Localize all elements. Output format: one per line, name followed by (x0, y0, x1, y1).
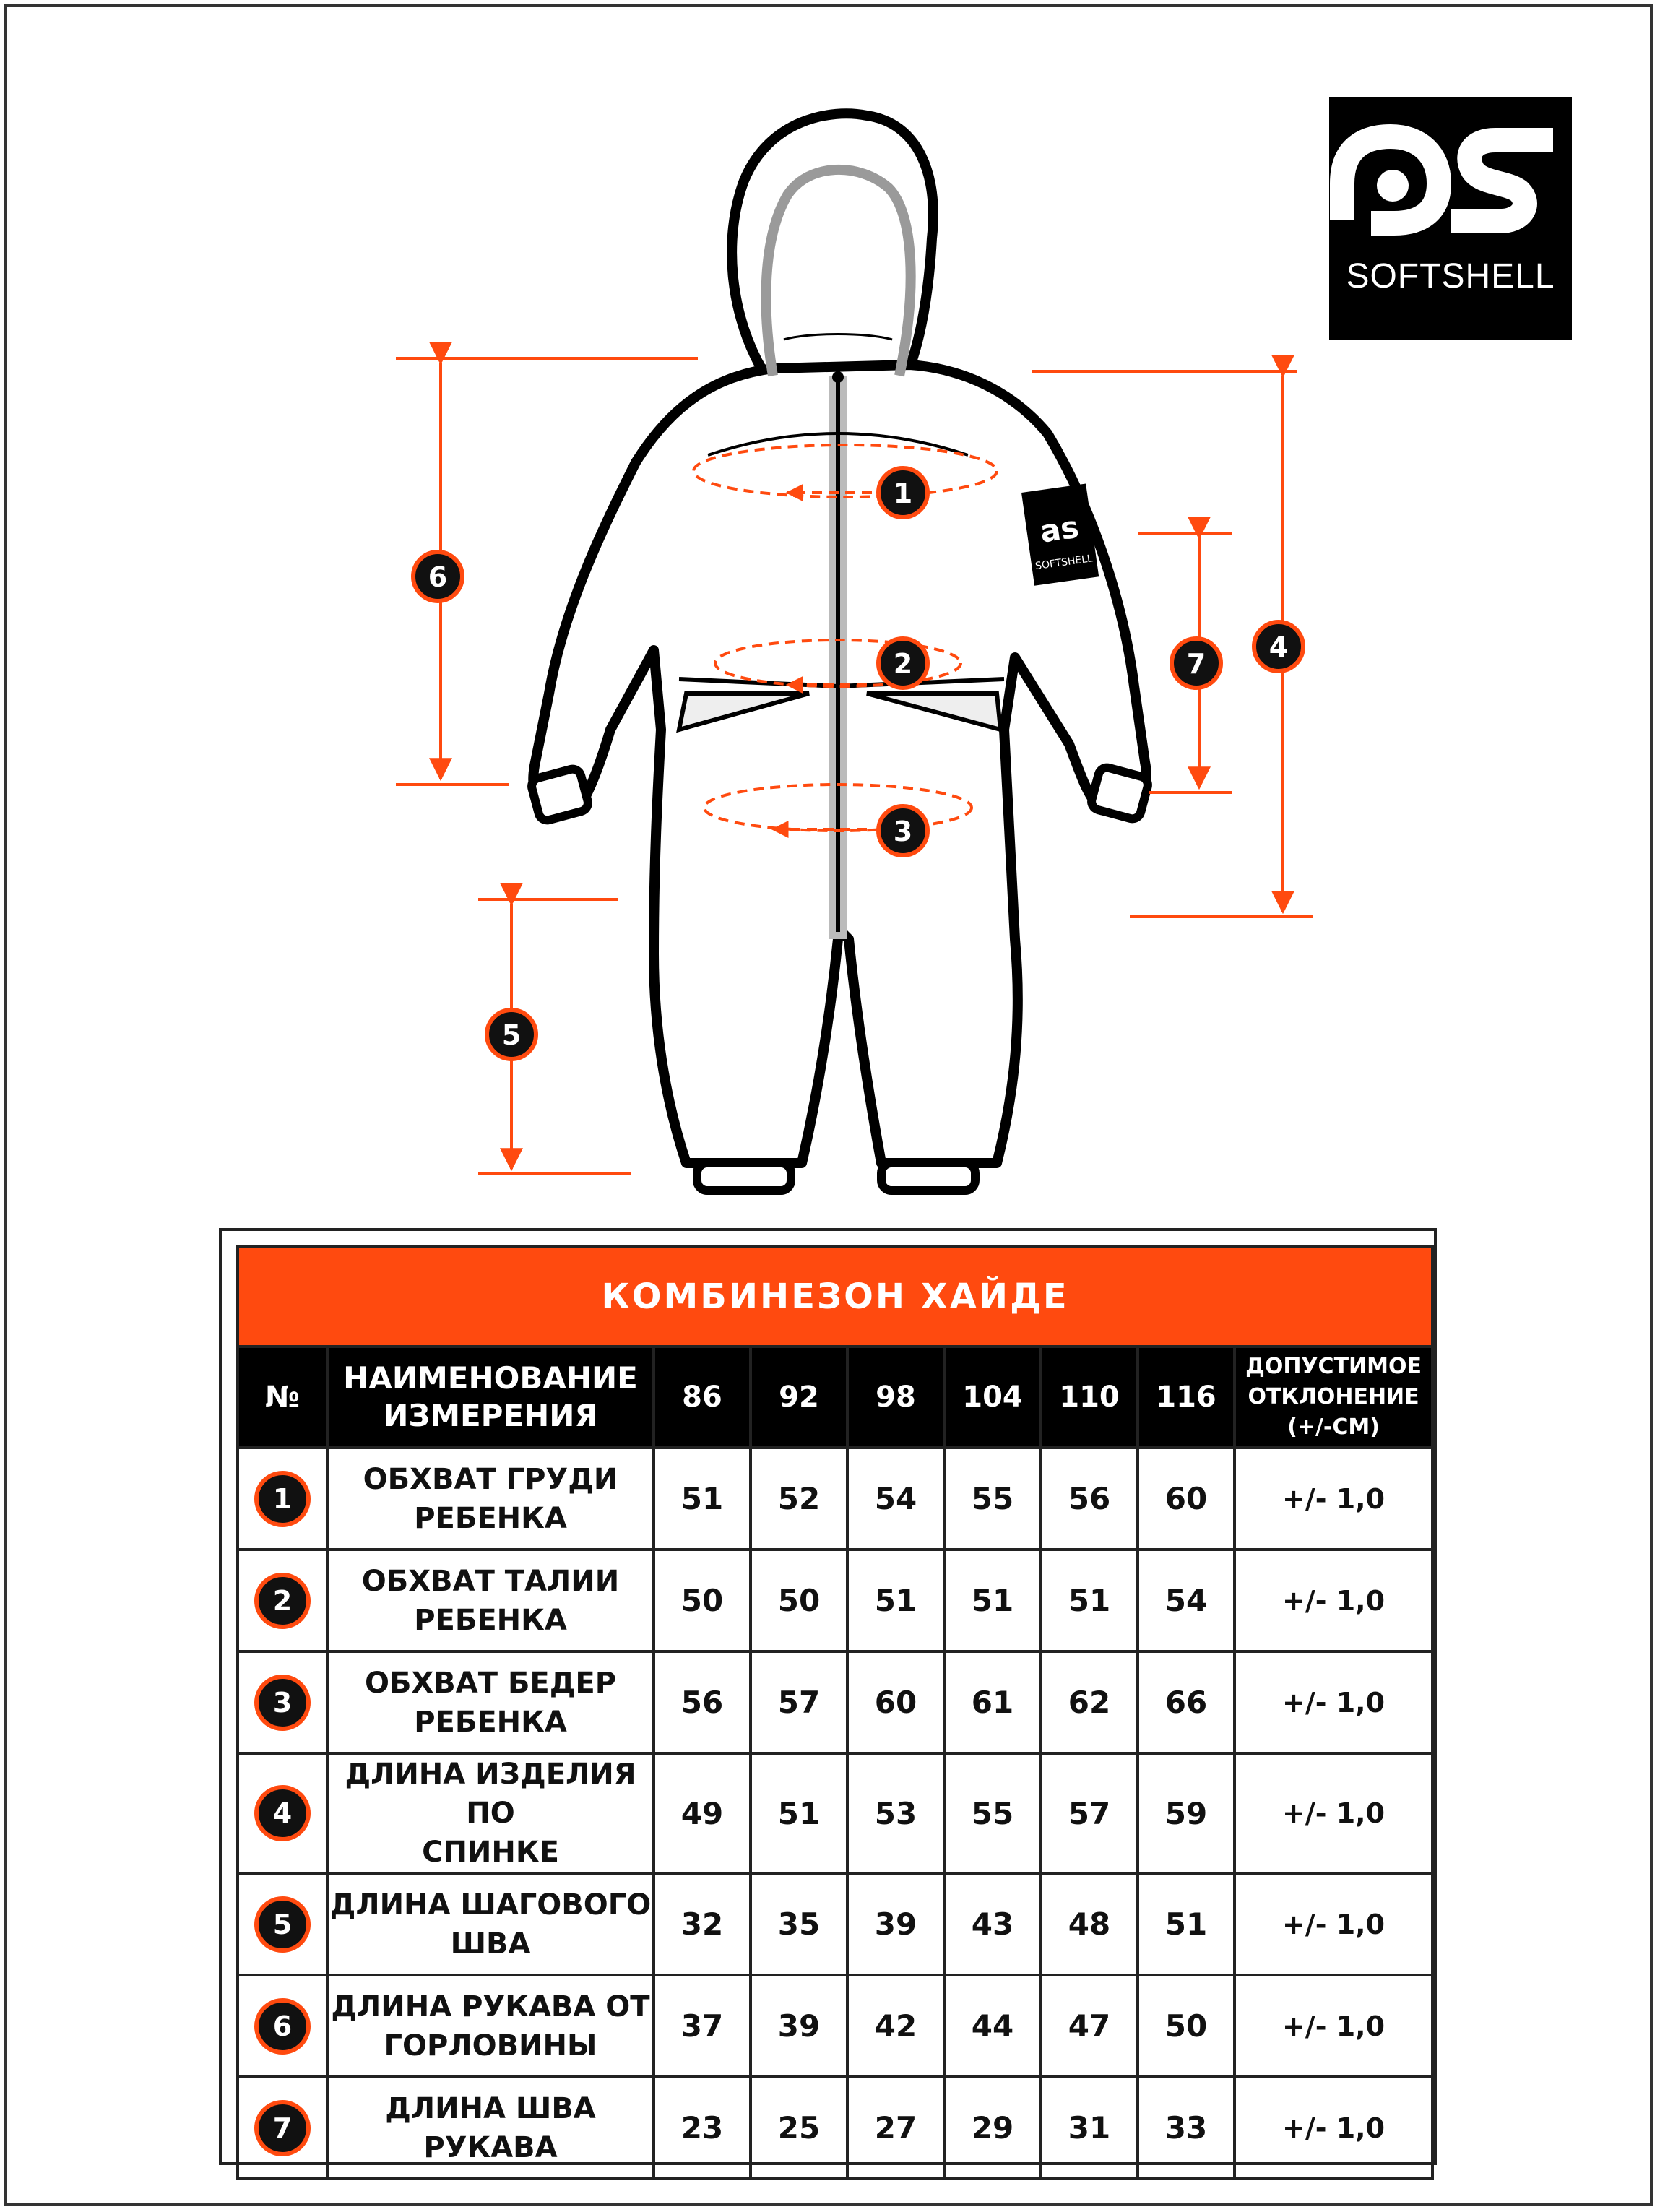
header-size: 116 (1138, 1347, 1235, 1448)
logo-text: SOFTSHELL (1346, 257, 1555, 295)
svg-text:3: 3 (893, 816, 913, 847)
header-no: № (238, 1347, 327, 1448)
size-value: 52 (751, 1448, 847, 1550)
header-size: 92 (751, 1347, 847, 1448)
measurement-name: ОБХВАТ ТАЛИИ РЕБЕНКА (327, 1550, 654, 1651)
marker-6 (413, 552, 462, 601)
tolerance-value: +/- 1,0 (1235, 1448, 1432, 1550)
table-row (238, 1550, 1432, 1651)
size-value: 51 (944, 1550, 1041, 1651)
size-value: 50 (1138, 1975, 1235, 2077)
svg-text:5: 5 (501, 1019, 522, 1051)
size-table (236, 1245, 1434, 2180)
size-value: 32 (654, 1873, 751, 1975)
table-title: КОМБИНЕЗОН ХАЙДЕ (238, 1247, 1432, 1347)
size-value: 47 (1041, 1975, 1138, 2077)
size-value: 51 (847, 1550, 944, 1651)
size-value: 29 (944, 2077, 1041, 2179)
header-size: 110 (1041, 1347, 1138, 1448)
tolerance-value: +/- 1,0 (1235, 1651, 1432, 1753)
svg-text:SOFTSHELL: SOFTSHELL (1034, 553, 1094, 573)
row-number: 7 (238, 2077, 327, 2179)
size-chart (219, 1228, 1437, 2165)
table-row (238, 1651, 1432, 1753)
table-row (238, 1448, 1432, 1550)
size-value: 43 (944, 1873, 1041, 1975)
size-value: 56 (654, 1651, 751, 1753)
size-value: 62 (1041, 1651, 1138, 1753)
size-value: 31 (1041, 2077, 1138, 2179)
size-value: 51 (751, 1753, 847, 1873)
row-number: 3 (238, 1651, 327, 1753)
size-value: 57 (1041, 1753, 1138, 1873)
measurement-name: ДЛИНА ШАГОВОГО ШВА (327, 1873, 654, 1975)
marker-5 (487, 1010, 536, 1059)
size-value: 56 (1041, 1448, 1138, 1550)
table-row (238, 1975, 1432, 2077)
table-row (238, 2077, 1432, 2179)
svg-text:6: 6 (428, 561, 448, 593)
size-value: 55 (944, 1448, 1041, 1550)
size-value: 66 (1138, 1651, 1235, 1753)
size-value: 37 (654, 1975, 751, 2077)
size-value: 60 (1138, 1448, 1235, 1550)
size-value: 53 (847, 1753, 944, 1873)
size-value: 48 (1041, 1873, 1138, 1975)
measurement-name: ОБХВАТ БЕДЕР РЕБЕНКА (327, 1651, 654, 1753)
svg-text:7: 7 (1186, 648, 1206, 680)
measurement-name: ДЛИНА РУКАВА ОТ ГОРЛОВИНЫ (327, 1975, 654, 2077)
row-number: 1 (238, 1448, 327, 1550)
size-value: 35 (751, 1873, 847, 1975)
size-value: 55 (944, 1753, 1041, 1873)
size-value: 61 (944, 1651, 1041, 1753)
measurement-name: ДЛИНА ИЗДЕЛИЯ ПО СПИНКЕ (327, 1753, 654, 1873)
size-value: 33 (1138, 2077, 1235, 2179)
header-size: 86 (654, 1347, 751, 1448)
marker-1 (878, 468, 928, 517)
tolerance-value: +/- 1,0 (1235, 1873, 1432, 1975)
size-value: 25 (751, 2077, 847, 2179)
size-value: 54 (1138, 1550, 1235, 1651)
row-number: 6 (238, 1975, 327, 2077)
marker-2 (878, 639, 928, 688)
brand-logo (1329, 97, 1572, 340)
svg-text:2: 2 (893, 648, 913, 680)
size-value: 39 (751, 1975, 847, 2077)
svg-text:4: 4 (1268, 631, 1289, 663)
header-tolerance: ДОПУСТИМОЕ ОТКЛОНЕНИЕ (+/-СМ) (1235, 1347, 1432, 1448)
sleeve-badge (1021, 483, 1099, 585)
marker-4 (1254, 622, 1303, 671)
table-row (238, 1753, 1432, 1873)
marker-7 (1172, 639, 1221, 688)
tolerance-value: +/- 1,0 (1235, 1550, 1432, 1651)
size-value: 39 (847, 1873, 944, 1975)
row-number: 2 (238, 1550, 327, 1651)
size-value: 54 (847, 1448, 944, 1550)
size-value: 57 (751, 1651, 847, 1753)
size-value: 51 (654, 1448, 751, 1550)
tolerance-value: +/- 1,0 (1235, 1753, 1432, 1873)
logo-monogram (1329, 97, 1572, 241)
size-value: 51 (1138, 1873, 1235, 1975)
header-row (238, 1347, 1432, 1448)
header-name: НАИМЕНОВАНИЕ ИЗМЕРЕНИЯ (327, 1347, 654, 1448)
header-size: 104 (944, 1347, 1041, 1448)
marker-3 (878, 806, 928, 855)
measurement-name: ОБХВАТ ГРУДИ РЕБЕНКА (327, 1448, 654, 1550)
size-value: 60 (847, 1651, 944, 1753)
size-value: 59 (1138, 1753, 1235, 1873)
size-value: 51 (1041, 1550, 1138, 1651)
size-value: 27 (847, 2077, 944, 2179)
row-number: 5 (238, 1873, 327, 1975)
tolerance-value: +/- 1,0 (1235, 2077, 1432, 2179)
size-value: 49 (654, 1753, 751, 1873)
size-value: 44 (944, 1975, 1041, 2077)
size-value: 42 (847, 1975, 944, 2077)
svg-text:1: 1 (893, 478, 913, 509)
table-row (238, 1873, 1432, 1975)
size-value: 50 (751, 1550, 847, 1651)
size-value: 23 (654, 2077, 751, 2179)
row-number: 4 (238, 1753, 327, 1873)
svg-text:as: as (1037, 509, 1081, 550)
measurement-name: ДЛИНА ШВА РУКАВА (327, 2077, 654, 2179)
tolerance-value: +/- 1,0 (1235, 1975, 1432, 2077)
size-value: 50 (654, 1550, 751, 1651)
header-size: 98 (847, 1347, 944, 1448)
